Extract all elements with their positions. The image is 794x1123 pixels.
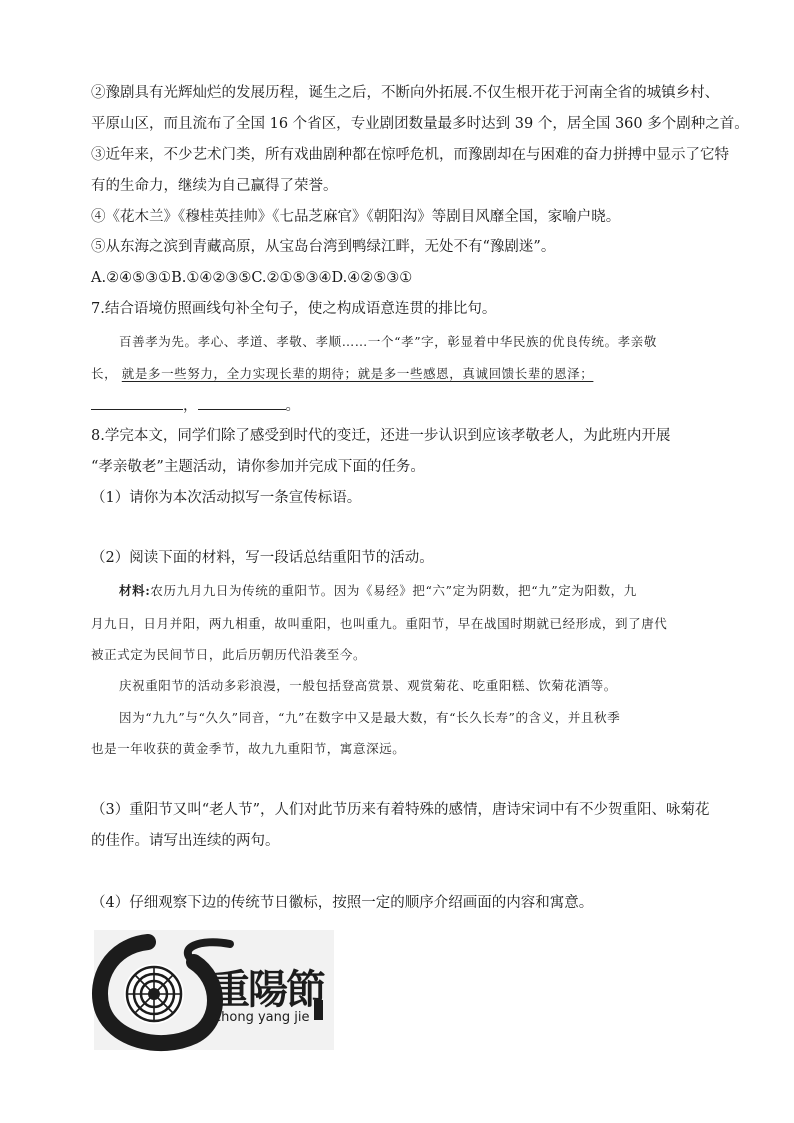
item-5: ⑤从东海之滨到青藏高原，从宝岛台湾到鸭绿江畔，无处不有“豫剧迷”。 bbox=[91, 239, 556, 255]
blank-end-mark: 。 bbox=[285, 398, 300, 414]
item-3-line-2: 有的生命力，继续为自己赢得了荣誉。 bbox=[91, 178, 338, 194]
material-line-2: 月九日，日月并阳，两九相重，故叫重阳，也叫重九。重阳节，早在战国时期就已经形成，到了唐代 bbox=[91, 616, 668, 631]
question-7-answer-blanks bbox=[91, 395, 300, 416]
logo-title: 重陽節 bbox=[210, 966, 324, 1013]
question-7-passage-line-2 bbox=[91, 364, 593, 384]
underlined-model-sentence: 就是多一些努力，全力实现长辈的期待；就是多一些感恩，真诚回馈长辈的恩泽； bbox=[121, 366, 594, 381]
question-8-task-3-line-2: 的佳作。请写出连续的两句。 bbox=[91, 833, 280, 849]
chrysanthemum-icon bbox=[124, 964, 184, 1024]
question-8-task-1: （1）请你为本次活动拟写一条宣传标语。 bbox=[91, 490, 362, 506]
material-line-4: 庆祝重阳节的活动多彩浪漫，一般包括登高赏景、观赏菊花、吃重阳糕、饮菊花酒等。 bbox=[119, 678, 617, 693]
answer-options: A.②④⑤③①B.①④②③⑤C.②①⑤③④D.④②⑤③① bbox=[91, 270, 413, 286]
material-label: 材料: bbox=[119, 583, 151, 598]
item-2-line-2: 平原山区，而且流布了全国 16 个省区，专业剧团数量最多时达到 39 个，居全国 360 多个剧种之首。 bbox=[91, 116, 749, 132]
passage-plain-text: 长， bbox=[91, 366, 118, 381]
material-line-5: 因为“九九”与“久久”同音，“九”在数字中又是最大数，有“长久长寿”的含义，并且秋季 bbox=[119, 710, 621, 725]
item-4: ④《花木兰》《穆桂英挂帅》《七品芝麻官》《朝阳沟》等剧目风靡全国，家喻户晓。 bbox=[91, 209, 621, 225]
item-2-line-1: ②豫剧具有光辉灿烂的发展历程，诞生之后，不断向外拓展.不仅生根开花于河南全省的城镇乡村、 bbox=[91, 85, 720, 101]
answer-blank-2[interactable] bbox=[198, 395, 286, 410]
question-8-task-2: （2）阅读下面的材料，写一段话总结重阳节的活动。 bbox=[91, 550, 434, 566]
answer-blank-1[interactable] bbox=[91, 395, 183, 410]
question-8-stem-line-2: “孝亲敬老”主题活动，请你参加并完成下面的任务。 bbox=[91, 459, 425, 475]
question-8-stem-line-1: 8.学完本文，同学们除了感受到时代的变迁，还进一步认识到应该孝敬老人，为此班内开展 bbox=[91, 428, 671, 444]
question-8-task-4: （4）仔细观察下边的传统节日徽标，按照一定的顺序介绍画面的内容和寓意。 bbox=[91, 895, 594, 911]
logo-pinyin: chong yang jie bbox=[214, 1010, 310, 1025]
material-line-6: 也是一年收获的黄金季节，故九九重阳节，寓意深远。 bbox=[91, 741, 406, 756]
question-7-stem: 7.结合语境仿照画线句补全句子，使之构成语意连贯的排比句。 bbox=[91, 301, 497, 317]
material-line-3: 被正式定为民间节日，此后历朝历代沿袭至今。 bbox=[91, 647, 367, 662]
chongyang-festival-logo bbox=[90, 928, 340, 1053]
question-8-task-3-line-1: （3）重阳节又叫“老人节”，人们对此节历来有着特殊的感情，唐诗宋词中有不少贺重阳、咏菊花 bbox=[91, 802, 710, 818]
material-line-1 bbox=[119, 581, 637, 601]
question-7-passage-line-1: 百善孝为先。孝心、孝道、孝敬、孝顺……一个“孝”字，彰显着中华民族的优良传统。孝亲敬 bbox=[119, 334, 657, 349]
item-3-line-1: ③近年来，不少艺术门类，所有戏曲剧种都在惊呼危机，而豫剧却在与困难的奋力拼搏中显示了它特 bbox=[91, 147, 729, 163]
blank-separator: ， bbox=[183, 398, 198, 414]
material-text: 农历九月九日为传统的重阳节。因为《易经》把“六”定为阴数，把“九”定为阳数，九 bbox=[150, 583, 637, 598]
